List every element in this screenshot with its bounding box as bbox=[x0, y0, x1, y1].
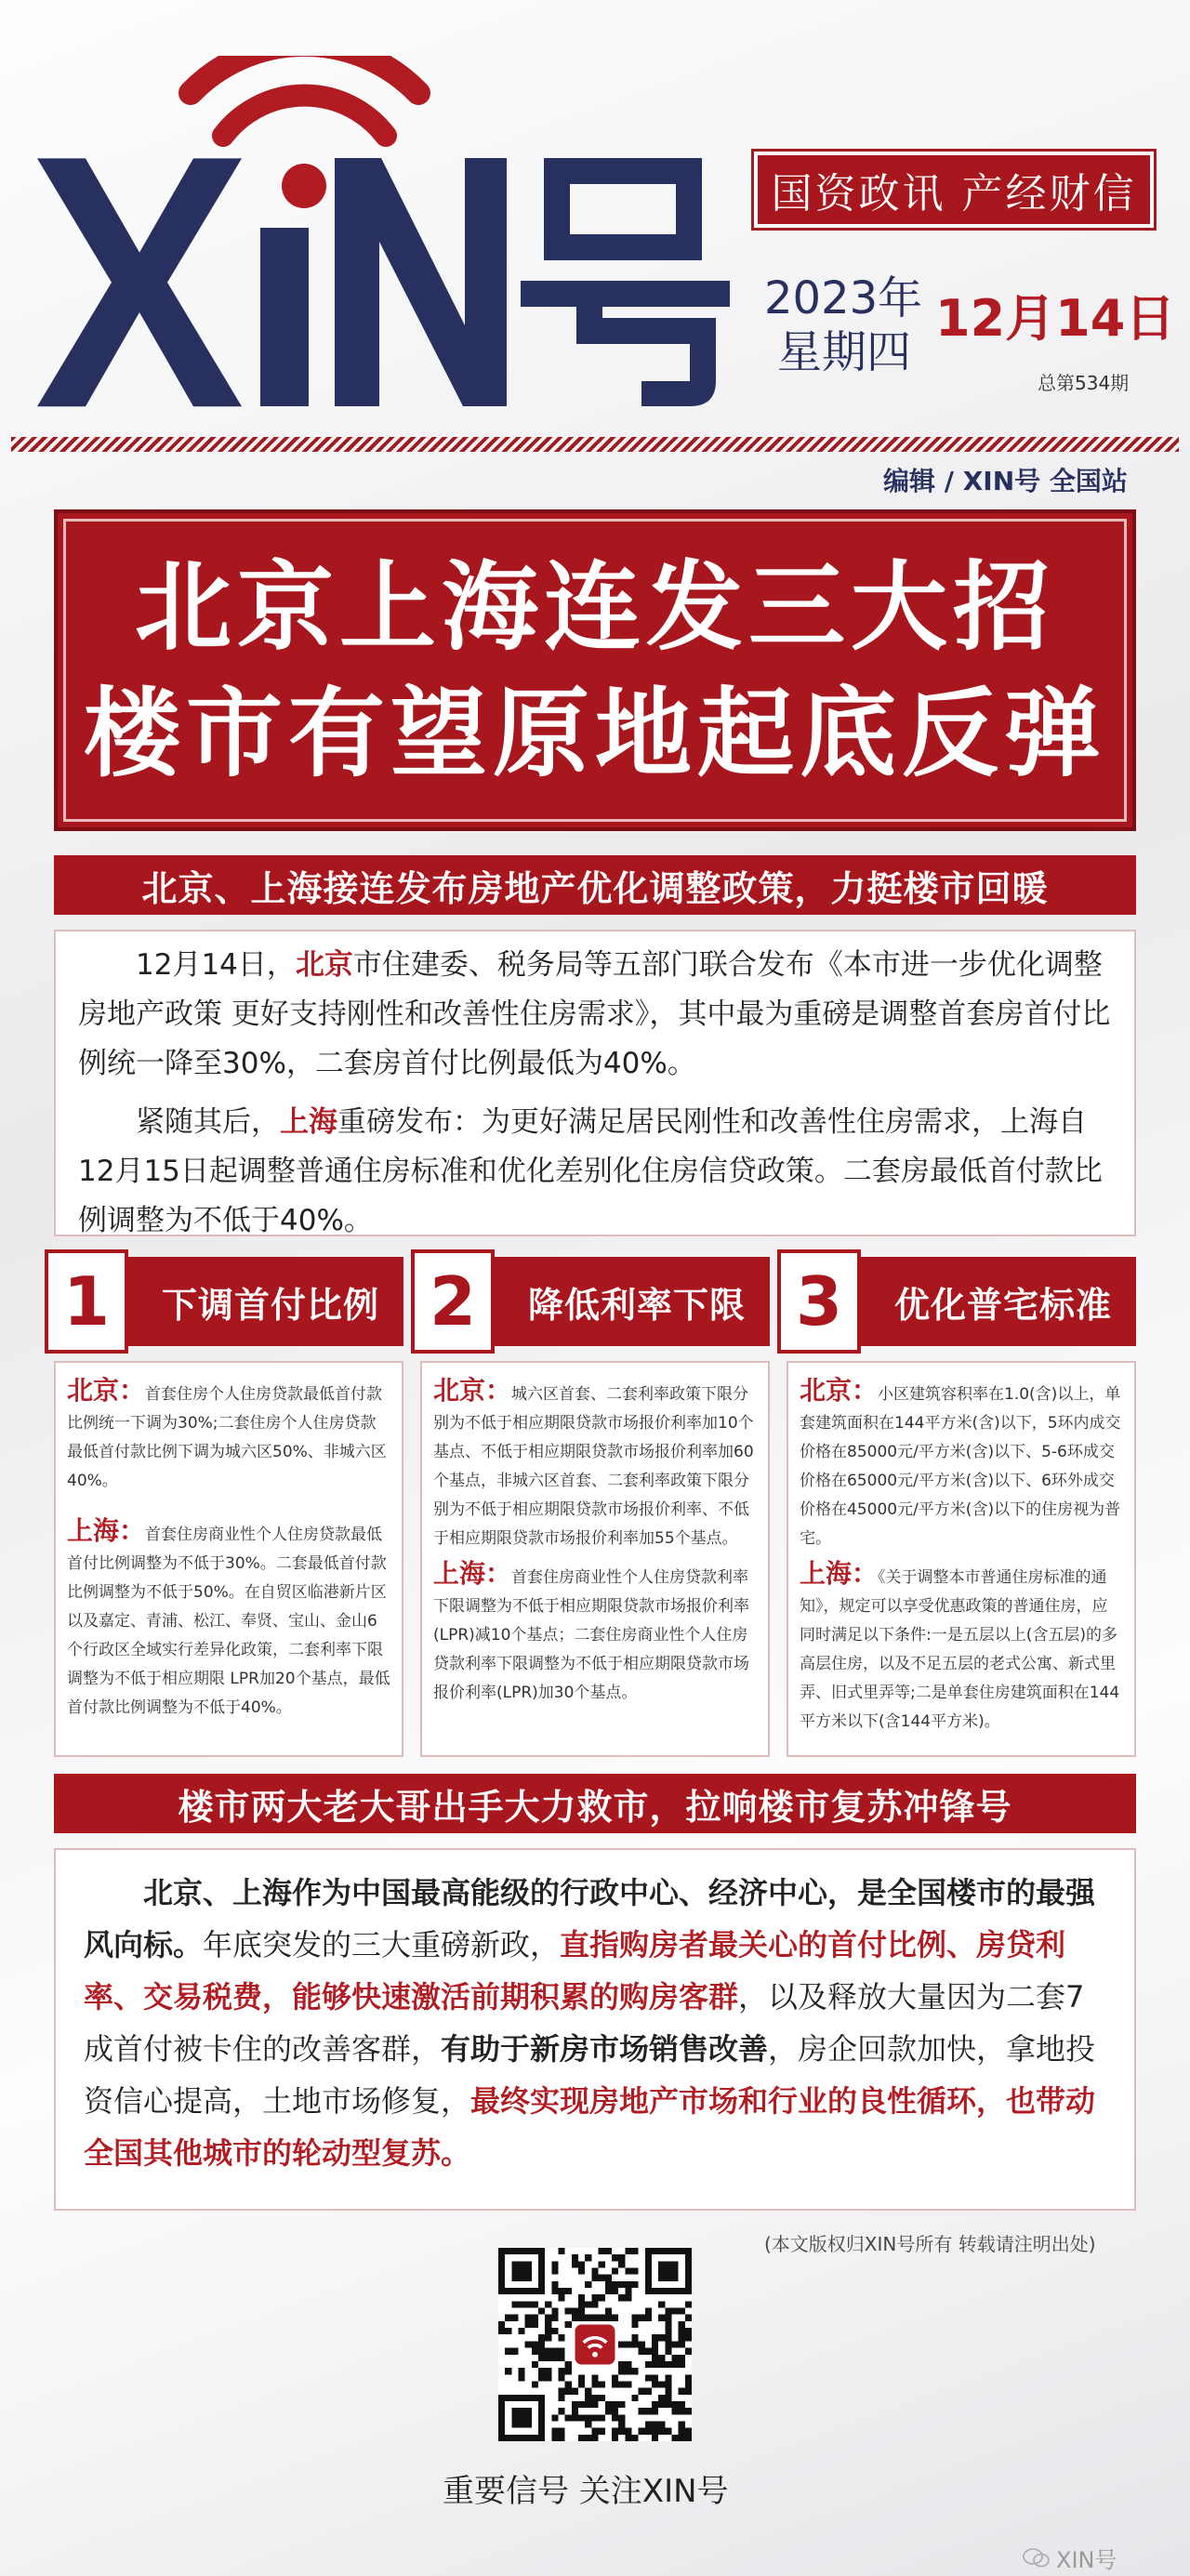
pillar-body-1 bbox=[54, 1361, 403, 1757]
pillar-title: 优化普宅标准 bbox=[893, 1284, 1112, 1326]
pillar-body-2 bbox=[420, 1361, 770, 1757]
pillar-beijing-text: 北京：小区建筑容积率在1.0(含)以上，单套建筑面积在144平方米(含)以下，5环内成交价格在85000元/平方米(含)以下、5-6环成交价格在65000元/平方米(含)以下、6环外成交价格在45000元/平方米(含)以下的住房视为普宅。 bbox=[800, 1375, 1121, 1548]
pillar-head-2 bbox=[420, 1257, 770, 1346]
qr-code[interactable] bbox=[498, 2248, 692, 2441]
date-day: 12月14日 bbox=[935, 289, 1176, 348]
divider-stripe bbox=[11, 437, 1179, 452]
pillar-shanghai-text: 上海：首套住房商业性个人住房贷款利率下限调整为不低于相应期限贷款市场报价利率(LPR)减10个基点；二套住房商业性个人住房贷款利率下限调整为不低于相应期限贷款市场报价利率(LPR)加30个基点。 bbox=[433, 1558, 749, 1702]
conclusion-bold: 有助于新房市场销售改善 bbox=[441, 2031, 769, 2067]
wechat-watermark bbox=[1023, 2542, 1117, 2574]
pillar-number: 3 bbox=[777, 1249, 861, 1354]
conclusion-text-box: 北京、上海作为中国最高能级的行政中心、经济中心，是全国楼市的最强风向标。年底突发的三大重磅新政，直指购房者最关心的首付比例、房贷利率、交易税费，能够快速激活前期积累的购房客群，以及释放大量因为二套7成首付被卡住的改善客群，有助于新房市场销售改善，房企回款加快，拿地投资信心提高，土地市场修复，最终实现房地产市场和行业的良性循环，也带动全国其他城市的轮动型复苏。 bbox=[54, 1848, 1136, 2211]
pillar-body-3 bbox=[787, 1361, 1136, 1757]
wechat-account-name: XIN号 bbox=[1056, 2547, 1117, 2573]
pillar-number: 1 bbox=[45, 1249, 128, 1354]
follow-cta: 重要信号 关注XIN号 bbox=[443, 2473, 729, 2510]
issue-number: 总第534期 bbox=[1038, 372, 1130, 394]
pillar-shanghai-text: 上海：首套住房商业性个人住房贷款最低首付比例调整为不低于30%。二套最低首付款比例调整为不低于50%。在自贸区临港新片区以及嘉定、青浦、松江、奉贤、宝山、金山6个行政区全域实行差异化政策，二套利率下限调整为不低于相应期限 LPR加20个基点，最低首付款比例调整为不低于40%。 bbox=[67, 1515, 390, 1717]
section-banner-market: 楼市两大老大哥出手大力救市，拉响楼市复苏冲锋号 bbox=[54, 1774, 1136, 1833]
pillar-title: 下调首付比例 bbox=[161, 1284, 379, 1326]
headline-line-1: 北京上海连发三大招 bbox=[134, 550, 1055, 664]
pillar-title: 降低利率下限 bbox=[527, 1284, 746, 1326]
date-year: 2023年 bbox=[764, 272, 923, 324]
slogan-box bbox=[751, 149, 1157, 231]
date-weekday: 星期四 bbox=[777, 326, 912, 378]
copyright-note: (本文版权归XIN号所有 转载请注明出处) bbox=[764, 2233, 1096, 2255]
city-beijing: 北京 bbox=[295, 948, 353, 982]
conclusion-highlight-2: 最终实现房地产市场和行业的良性循环，也带动全国其他城市的轮动型复苏。 bbox=[84, 2083, 1096, 2171]
slogan-text: 国资政讯 产经财信 bbox=[758, 155, 1150, 224]
pillar-beijing-text: 北京：首套住房个人住房贷款最低首付款比例统一下调为30%;二套住房个人住房贷款最低首付款比例下调为城六区50%、非城六区40%。 bbox=[67, 1375, 387, 1490]
headline-box bbox=[54, 509, 1136, 831]
editor-credit: 编辑 / XIN号 全国站 bbox=[883, 466, 1128, 496]
intro-paragraph-shanghai: 紧随其后，上海重磅发布：为更好满足居民刚性和改善性住房需求，上海自12月15日起调整普通住房标准和优化差别化住房信贷政策。二套房最低首付款比例调整为不低于40%。 bbox=[78, 1105, 1103, 1237]
pillar-number: 2 bbox=[411, 1249, 495, 1354]
intro-text-box bbox=[54, 930, 1136, 1236]
conclusion-lead: 北京、上海作为中国最高能级的行政中心、经济中心，是全国楼市的最强风向标。 bbox=[84, 1875, 1096, 1962]
headline-line-2: 楼市有望原地起底反弹 bbox=[83, 677, 1106, 790]
pillar-head-3 bbox=[787, 1257, 1136, 1346]
xin-logo bbox=[28, 56, 744, 409]
city-shanghai: 上海 bbox=[280, 1105, 337, 1139]
wechat-icon bbox=[1023, 2548, 1051, 2569]
intro-paragraph-beijing: 12月14日，北京市住建委、税务局等五部门联合发布《本市进一步优化调整房地产政策 更好支持刚性和改善性住房需求》，其中最为重磅是调整首套房首付比例统一降至30%，二套房首付比例最低为40%。 bbox=[78, 948, 1111, 1080]
pillar-beijing-text: 北京：城六区首套、二套利率政策下限分别为不低于相应期限贷款市场报价利率加10个基点、不低于相应期限贷款市场报价利率加60个基点，非城六区首套、二套利率政策下限分别为不低于相应期限贷款市场报价利率、不低于相应期限贷款市场报价利率加55个基点。 bbox=[433, 1375, 754, 1548]
pillar-head-1 bbox=[54, 1257, 403, 1346]
pillar-shanghai-text: 上海：《关于调整本市普通住房标准的通知》，规定可以享受优惠政策的普通住房，应同时满足以下条件:一是五层以上(含五层)的多高层住房，以及不足五层的老式公寓、新式里弄、旧式里弄等;二是单套住房建筑面积在144平方米以下(含144平方米)。 bbox=[800, 1558, 1120, 1731]
section-banner-policy: 北京、上海接连发布房地产优化调整政策，力挺楼市回暖 bbox=[54, 855, 1136, 915]
conclusion-highlight-1: 直指购房者最关心的首付比例、房贷利率、交易税费，能够快速激活前期积累的购房客群 bbox=[84, 1927, 1066, 2015]
